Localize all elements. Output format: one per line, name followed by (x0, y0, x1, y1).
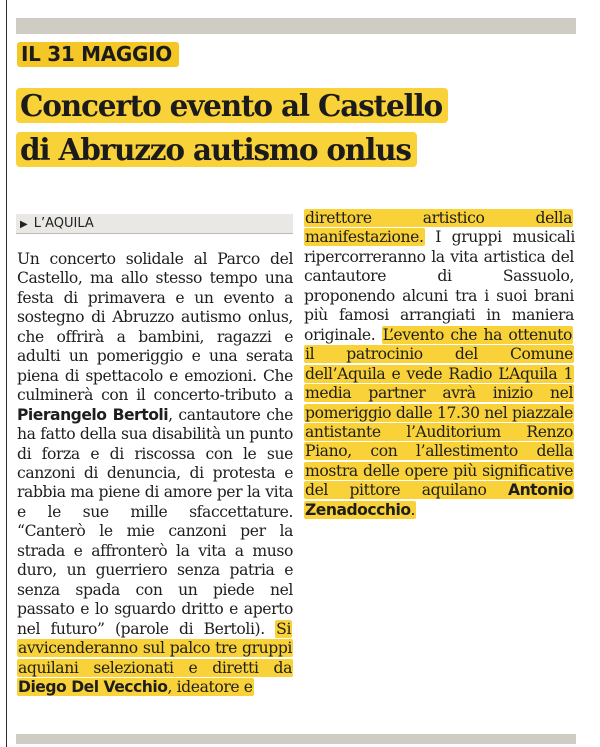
person-name-bertoli: Pierangelo Bertoli (17, 405, 169, 424)
dateline (16, 214, 293, 234)
body-text-3-continued: I gruppi musicali ripercorreranno la vita artistica del cantautore di Sassuolo, proponendo alcuni tra i suoi brani più famosi arrangiati in maniera originale. (304, 228, 575, 344)
article-body-continued (304, 209, 574, 520)
highlight-passage-1-continued: direttore artistico della manifestazione. (305, 209, 572, 247)
kicker-label: IL 31 MAGGIO (17, 42, 179, 67)
article-headline (16, 84, 448, 172)
body-text-1: Un concerto solidale al Parco del Castello, ma allo stesso tempo una festa di primavera e un evento a sostegno di Abruzzo autismo onlus, che offrirà a bambini, ragazzi e adulti un pomeriggio e una serata piena di spettacolo e emozioni. Che culminerà con il concerto-tributo a (17, 250, 294, 405)
bottom-divider-band (16, 734, 576, 744)
highlight-passage-2-continued: L’evento che ha ottenuto il patrocinio del Comune dell’Aquila e vede Radio L’Aquila 1 media partner avrà inizio nel pomeriggio dalle 17.30 nel piazzale antistante l’Auditorium Renzo Piano, con l’allestimento della mostra delle opere più significative del pittore aquilano Antonio Zenadocchio. (305, 325, 574, 519)
article-column-1 (17, 250, 293, 697)
headline-line-1: Concerto evento al Castello (16, 88, 448, 123)
article-body (17, 250, 293, 697)
triangle-right-icon: ▶ (20, 219, 28, 230)
page-left-rule (6, 0, 7, 747)
highlight-passage-1: Si avvicenderanno sul palco tre gruppi aquilani selezionati e diretti da Diego Del Vecchio, ideatore e (18, 619, 293, 696)
article-column-2 (304, 209, 574, 520)
headline-line-2: di Abruzzo autismo onlus (16, 132, 417, 167)
dateline-city: L’AQUILA (33, 216, 94, 231)
body-text-2: , cantautore che ha fatto della sua disabilità un punto di forza e di riscossa con le sue canzoni di denuncia, di protesta e rabbia ma piene di amore per la vita e le sue mille sfaccettature. “Canterò le mie canzoni per la strada e affronterò la vita a muso duro, un guerriero senza patria e senza spada con un piede nel passato e lo sguardo dritto e aperto nel futuro” (parole di Bertoli). (17, 405, 294, 638)
person-name-del-vecchio: Diego Del Vecchio (18, 677, 168, 696)
person-name-zenadocchio-continued: Antonio Zenadocchio (305, 481, 574, 519)
top-divider-band (16, 18, 576, 34)
